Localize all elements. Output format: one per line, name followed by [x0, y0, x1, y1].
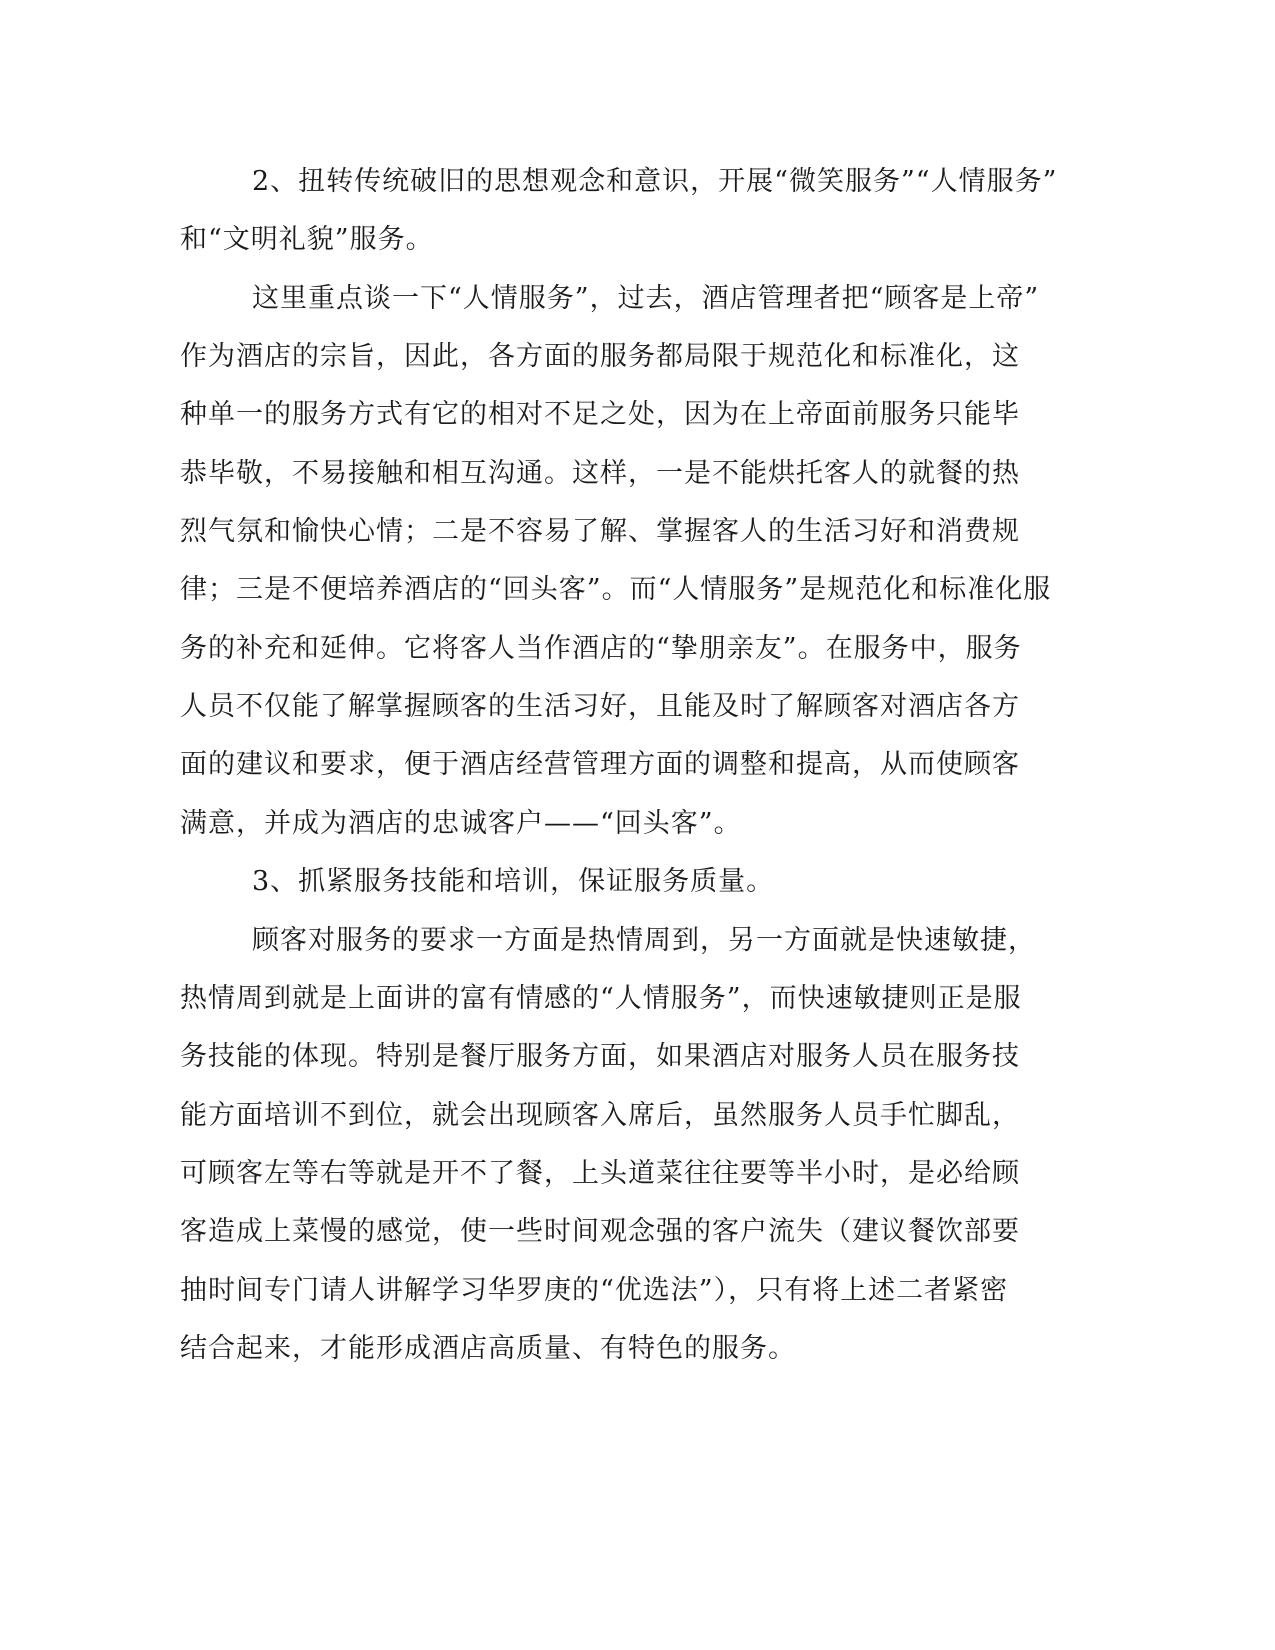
paragraph-3-heading: 3、抓紧服务技能和培训，保证服务质量。 [252, 866, 775, 897]
body-line: 顾客对服务的要求一方面是热情周到，另一方面就是快速敏捷， [252, 925, 1036, 956]
body-line: 面的建议和要求，便于酒店经营管理方面的调整和提高，从而使顾客 [180, 749, 1020, 780]
body-line: 务的补充和延伸。它将客人当作酒店的“挚朋亲友”。在服务中，服务 [180, 633, 1022, 664]
body-line: 作为酒店的宗旨，因此，各方面的服务都局限于规范化和标准化，这 [180, 341, 1020, 372]
body-line: 抽时间专门请人讲解学习华罗庚的“优选法”），只有将上述二者紧密 [180, 1275, 1009, 1306]
body-line: 可顾客左等右等就是开不了餐，上头道菜往往要等半小时，是必给顾 [180, 1158, 1020, 1189]
body-line: 恭毕敬，不易接触和相互沟通。这样，一是不能烘托客人的就餐的热 [180, 458, 1020, 489]
body-line: 种单一的服务方式有它的相对不足之处，因为在上帝面前服务只能毕 [180, 399, 1020, 430]
paragraph-2-heading-line-2: 和“文明礼貌”服务。 [180, 224, 434, 255]
body-line: 满意，并成为酒店的忠诚客户——“回头客”。 [180, 808, 742, 839]
paragraph-2-heading-line-1: 2、扭转传统破旧的思想观念和意识，开展“微笑服务”“人情服务” [252, 166, 1058, 197]
body-line: 能方面培训不到位，就会出现顾客入席后，虽然服务人员手忙脚乱， [180, 1100, 1020, 1131]
body-line: 这里重点谈一下“人情服务”，过去，酒店管理者把“顾客是上帝” [252, 283, 1040, 314]
body-line: 人员不仅能了解掌握顾客的生活习好，且能及时了解顾客对酒店各方 [180, 691, 1020, 722]
body-line: 烈气氛和愉快心情；二是不容易了解、掌握客人的生活习好和消费规 [180, 516, 1020, 547]
body-line: 务技能的体现。特别是餐厅服务方面，如果酒店对服务人员在服务技 [180, 1041, 1020, 1072]
body-line: 结合起来，才能形成酒店高质量、有特色的服务。 [180, 1333, 796, 1364]
body-line: 热情周到就是上面讲的富有情感的“人情服务”，而快速敏捷则正是服 [180, 983, 1022, 1014]
body-line: 客造成上菜慢的感觉，使一些时间观念强的客户流失（建议餐饮部要 [180, 1216, 1020, 1247]
body-line: 律；三是不便培养酒店的“回头客”。而“人情服务”是规范化和标准化服 [180, 574, 1052, 605]
